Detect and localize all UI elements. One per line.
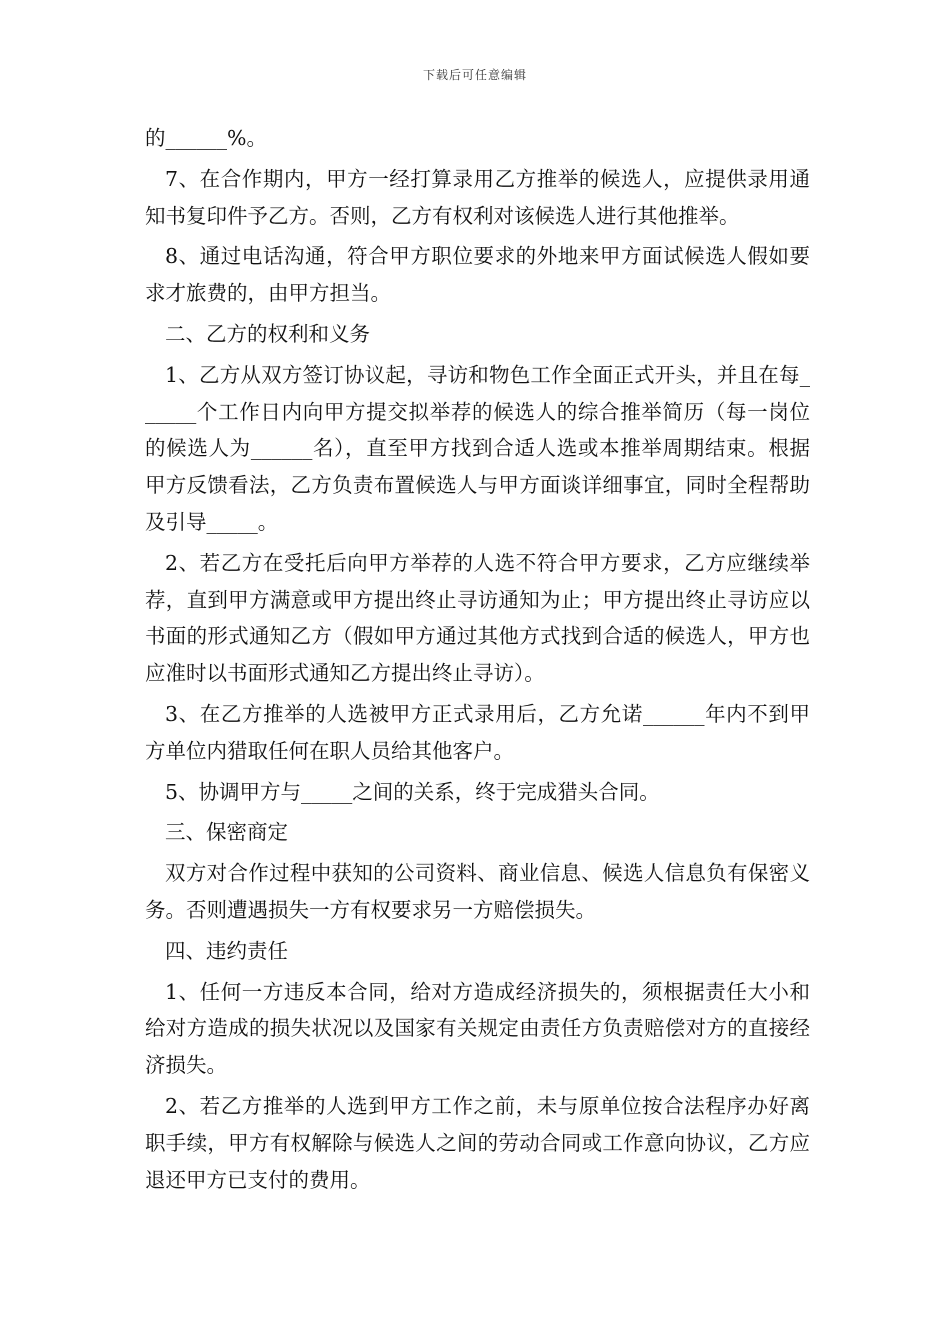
section-heading-liability: 四、违约责任 (165, 938, 288, 963)
liability-clause-1: 1、任何一方违反本合同，给对方造成经济损失的，须根据责任大小和给对方造成的损失状况以及国家有关规定由责任方负责赔偿对方的直接经济损失。 (145, 979, 810, 1078)
confidentiality-clause: 双方对合作过程中获知的公司资料、商业信息、候选人信息负有保密义务。否则遭遇损失一方有权要求另一方赔偿损失。 (145, 861, 810, 922)
liability-clause-2: 2、若乙方推举的人选到甲方工作之前，未与原单位按合法程序办好离职手续，甲方有权解除与候选人之间的劳动合同或工作意向协议，乙方应退还甲方已支付的费用。 (145, 1093, 810, 1192)
clause-b-1: 1、乙方从双方签订协议起，寻访和物色工作全面正式开头，并且在每______个工作日内向甲方提交拟举荐的候选人的综合推举简历（每一岗位的候选人为______名），直至甲方找到合适人选或本推举周期结束。根据甲方反馈看法，乙方负责布置候选人与甲方面谈详细事宜，同时全程帮助及引导_____。 (145, 362, 810, 534)
page-header: 下载后可任意编辑 (422, 68, 527, 82)
clause-8: 8、通过电话沟通，符合甲方职位要求的外地来甲方面试候选人假如要求才旅费的，由甲方担当。 (145, 244, 810, 306)
section-heading-confidentiality: 三、保密商定 (165, 820, 288, 845)
clause-7: 7、在合作期内，甲方一经打算录用乙方推举的候选人，应提供录用通知书复印件予乙方。否则，乙方有权利对该候选人进行其他推举。 (145, 166, 810, 228)
clause-b-2: 2、若乙方在受托后向甲方举荐的人选不符合甲方要求，乙方应继续举荐，直到甲方满意或甲方提出终止寻访通知为止；甲方提出终止寻访应以书面的形式通知乙方（假如甲方通过其他方式找到合适的候选人，甲方也应准时以书面形式通知乙方提出终止寻访）。 (145, 550, 810, 686)
clause-b-3: 3、在乙方推举的人选被甲方正式录用后，乙方允诺______年内不到甲方单位内猎取任何在职人员给其他客户。 (145, 701, 810, 763)
section-heading-party-b: 二、乙方的权利和义务 (165, 321, 370, 346)
clause-b-5: 5、协调甲方与_____之间的关系，终于完成猎头合同。 (165, 779, 660, 804)
document-body (145, 120, 810, 1202)
paragraph-continuation: 的______%。 (145, 126, 267, 150)
